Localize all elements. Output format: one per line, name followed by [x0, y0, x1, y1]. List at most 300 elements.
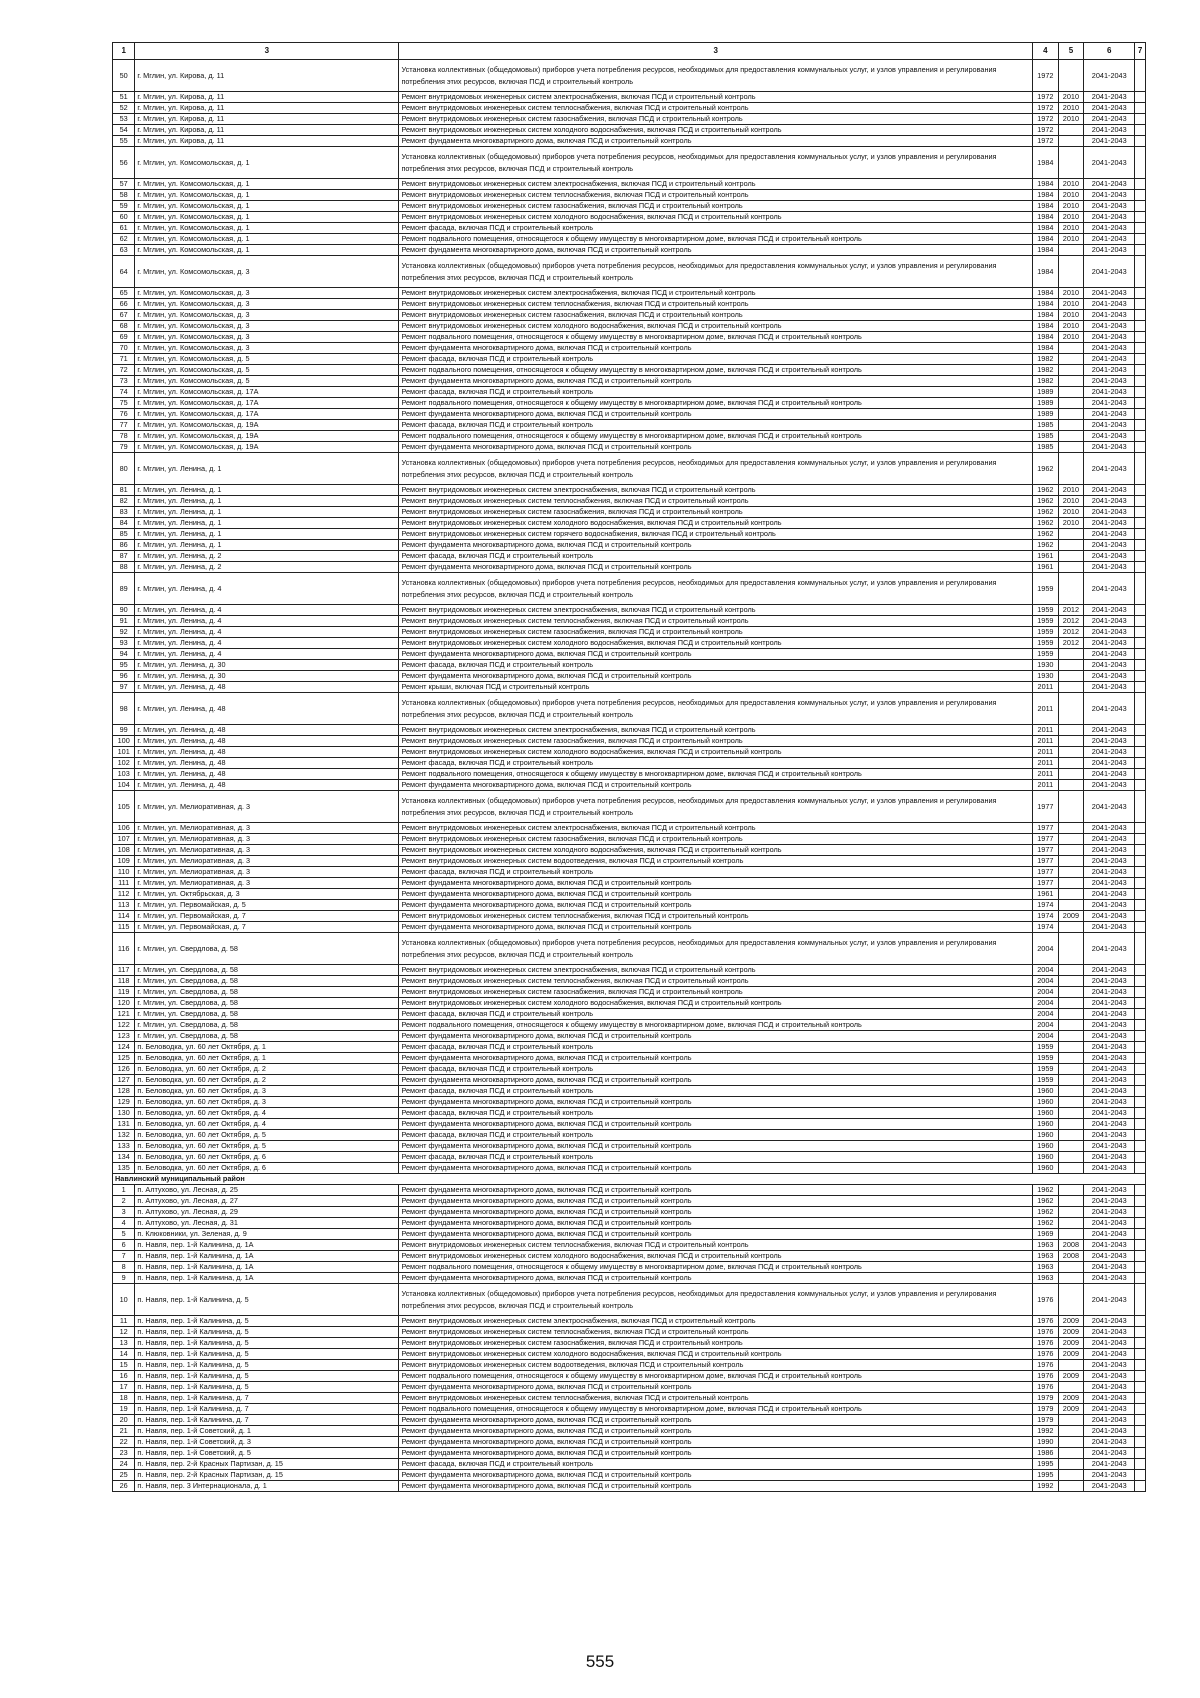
work-type-cell: Ремонт внутридомовых инженерных систем холодного водоснабжения, включая ПСД и строительный контроль	[399, 1349, 1033, 1360]
extra-cell	[1135, 398, 1146, 409]
table-row	[113, 791, 1146, 823]
address-cell: п. Беловодка, ул. 60 лет Октября, д. 3	[135, 1097, 399, 1108]
planned-period-cell: 2041-2043	[1084, 791, 1135, 823]
work-type-cell: Ремонт фасада, включая ПСД и строительный контроль	[399, 551, 1033, 562]
planned-period-cell: 2041-2043	[1084, 1470, 1135, 1481]
table-row	[113, 911, 1146, 922]
address-cell: п. Навля, пер. 1-й Калинина, д. 5	[135, 1371, 399, 1382]
last-repair-cell	[1058, 540, 1084, 551]
table-row	[113, 1426, 1146, 1437]
work-type-cell: Ремонт фасада, включая ПСД и строительный контроль	[399, 354, 1033, 365]
row-number: 12	[113, 1327, 135, 1338]
table-row	[113, 409, 1146, 420]
planned-period-cell: 2041-2043	[1084, 638, 1135, 649]
build-year-cell: 1977	[1033, 878, 1059, 889]
extra-cell	[1135, 485, 1146, 496]
build-year-cell: 1959	[1033, 638, 1059, 649]
address-cell: г. Мглин, ул. Комсомольская, д. 19А	[135, 420, 399, 431]
table-row	[113, 1382, 1146, 1393]
row-number: 114	[113, 911, 135, 922]
build-year-cell: 1976	[1033, 1382, 1059, 1393]
planned-period-cell: 2041-2043	[1084, 845, 1135, 856]
column-header-address: 3	[135, 43, 399, 60]
work-type-cell: Ремонт внутридомовых инженерных систем теплоснабжения, включая ПСД и строительный контроль	[399, 1240, 1033, 1251]
last-repair-cell	[1058, 1360, 1084, 1371]
table-row	[113, 321, 1146, 332]
extra-cell	[1135, 791, 1146, 823]
build-year-cell: 1960	[1033, 1152, 1059, 1163]
build-year-cell: 1962	[1033, 1207, 1059, 1218]
work-type-cell: Ремонт фундамента многоквартирного дома, включая ПСД и строительный контроль	[399, 1185, 1033, 1196]
build-year-cell: 2011	[1033, 780, 1059, 791]
planned-period-cell: 2041-2043	[1084, 889, 1135, 900]
address-cell: г. Мглин, ул. Ленина, д. 4	[135, 605, 399, 616]
last-repair-cell	[1058, 758, 1084, 769]
table-row	[113, 1185, 1146, 1196]
last-repair-cell	[1058, 1163, 1084, 1174]
build-year-cell: 1984	[1033, 321, 1059, 332]
extra-cell	[1135, 616, 1146, 627]
work-type-cell: Ремонт фундамента многоквартирного дома, включая ПСД и строительный контроль	[399, 343, 1033, 354]
last-repair-cell: 2010	[1058, 114, 1084, 125]
row-number: 134	[113, 1152, 135, 1163]
build-year-cell: 1984	[1033, 343, 1059, 354]
extra-cell	[1135, 518, 1146, 529]
extra-cell	[1135, 60, 1146, 92]
planned-period-cell: 2041-2043	[1084, 911, 1135, 922]
address-cell: п. Навля, пер. 1-й Советский, д. 3	[135, 1437, 399, 1448]
last-repair-cell	[1058, 1075, 1084, 1086]
table-row	[113, 562, 1146, 573]
address-cell: г. Мглин, ул. Ленина, д. 1	[135, 540, 399, 551]
address-cell: п. Беловодка, ул. 60 лет Октября, д. 2	[135, 1075, 399, 1086]
work-type-cell: Ремонт внутридомовых инженерных систем электроснабжения, включая ПСД и строительный контроль	[399, 1316, 1033, 1327]
last-repair-cell	[1058, 998, 1084, 1009]
address-cell: г. Мглин, ул. Мелиоративная, д. 3	[135, 878, 399, 889]
row-number: 127	[113, 1075, 135, 1086]
planned-period-cell: 2041-2043	[1084, 1229, 1135, 1240]
work-type-cell: Ремонт внутридомовых инженерных систем теплоснабжения, включая ПСД и строительный контроль	[399, 190, 1033, 201]
table-row	[113, 60, 1146, 92]
table-row	[113, 998, 1146, 1009]
planned-period-cell: 2041-2043	[1084, 1459, 1135, 1470]
work-type-cell: Ремонт фундамента многоквартирного дома, включая ПСД и строительный контроль	[399, 1141, 1033, 1152]
address-cell: п. Навля, пер. 2-й Красных Партизан, д. 15	[135, 1459, 399, 1470]
extra-cell	[1135, 420, 1146, 431]
last-repair-cell	[1058, 1262, 1084, 1273]
address-cell: г. Мглин, ул. Свердлова, д. 58	[135, 933, 399, 965]
row-number: 102	[113, 758, 135, 769]
planned-period-cell: 2041-2043	[1084, 736, 1135, 747]
row-number: 1	[113, 1185, 135, 1196]
table-row	[113, 856, 1146, 867]
row-number: 87	[113, 551, 135, 562]
row-number: 64	[113, 256, 135, 288]
build-year-cell: 2004	[1033, 1020, 1059, 1031]
extra-cell	[1135, 1185, 1146, 1196]
row-number: 65	[113, 288, 135, 299]
row-number: 70	[113, 343, 135, 354]
build-year-cell: 1963	[1033, 1273, 1059, 1284]
table-row	[113, 976, 1146, 987]
work-type-cell: Ремонт фундамента многоквартирного дома, включая ПСД и строительный контроль	[399, 1163, 1033, 1174]
extra-cell	[1135, 562, 1146, 573]
table-row	[113, 627, 1146, 638]
build-year-cell: 1984	[1033, 147, 1059, 179]
planned-period-cell: 2041-2043	[1084, 103, 1135, 114]
extra-cell	[1135, 540, 1146, 551]
row-number: 63	[113, 245, 135, 256]
row-number: 10	[113, 1284, 135, 1316]
build-year-cell: 1963	[1033, 1240, 1059, 1251]
table-row	[113, 682, 1146, 693]
table-row	[113, 529, 1146, 540]
last-repair-cell	[1058, 889, 1084, 900]
row-number: 20	[113, 1415, 135, 1426]
address-cell: п. Навля, пер. 1-й Калинина, д. 1А	[135, 1273, 399, 1284]
last-repair-cell: 2010	[1058, 223, 1084, 234]
extra-cell	[1135, 256, 1146, 288]
build-year-cell: 1976	[1033, 1349, 1059, 1360]
extra-cell	[1135, 856, 1146, 867]
row-number: 57	[113, 179, 135, 190]
row-number: 76	[113, 409, 135, 420]
row-number: 103	[113, 769, 135, 780]
address-cell: г. Мглин, ул. Комсомольская, д. 1	[135, 212, 399, 223]
address-cell: п. Навля, пер. 1-й Калинина, д. 5	[135, 1338, 399, 1349]
work-type-cell: Ремонт фундамента многоквартирного дома, включая ПСД и строительный контроль	[399, 1196, 1033, 1207]
table-row	[113, 933, 1146, 965]
build-year-cell: 2004	[1033, 1031, 1059, 1042]
extra-cell	[1135, 1207, 1146, 1218]
extra-cell	[1135, 1042, 1146, 1053]
table-row	[113, 834, 1146, 845]
build-year-cell: 1959	[1033, 616, 1059, 627]
work-type-cell: Ремонт фасада, включая ПСД и строительный контроль	[399, 867, 1033, 878]
last-repair-cell	[1058, 780, 1084, 791]
planned-period-cell: 2041-2043	[1084, 114, 1135, 125]
work-type-cell: Ремонт фундамента многоквартирного дома, включая ПСД и строительный контроль	[399, 1031, 1033, 1042]
table-row	[113, 147, 1146, 179]
planned-period-cell: 2041-2043	[1084, 627, 1135, 638]
planned-period-cell: 2041-2043	[1084, 387, 1135, 398]
extra-cell	[1135, 387, 1146, 398]
extra-cell	[1135, 321, 1146, 332]
address-cell: г. Мглин, ул. Комсомольская, д. 19А	[135, 442, 399, 453]
row-number: 130	[113, 1108, 135, 1119]
address-cell: г. Мглин, ул. Кирова, д. 11	[135, 136, 399, 147]
work-type-cell: Ремонт фундамента многоквартирного дома, включая ПСД и строительный контроль	[399, 136, 1033, 147]
last-repair-cell	[1058, 1196, 1084, 1207]
build-year-cell: 1972	[1033, 103, 1059, 114]
last-repair-cell: 2012	[1058, 605, 1084, 616]
row-number: 74	[113, 387, 135, 398]
address-cell: г. Мглин, ул. Свердлова, д. 58	[135, 1020, 399, 1031]
address-cell: г. Мглин, ул. Ленина, д. 48	[135, 780, 399, 791]
planned-period-cell: 2041-2043	[1084, 1448, 1135, 1459]
address-cell: г. Мглин, ул. Ленина, д. 48	[135, 769, 399, 780]
last-repair-cell	[1058, 1141, 1084, 1152]
extra-cell	[1135, 998, 1146, 1009]
planned-period-cell: 2041-2043	[1084, 900, 1135, 911]
planned-period-cell: 2041-2043	[1084, 1338, 1135, 1349]
planned-period-cell: 2041-2043	[1084, 922, 1135, 933]
build-year-cell: 1984	[1033, 245, 1059, 256]
row-number: 79	[113, 442, 135, 453]
address-cell: г. Мглин, ул. Ленина, д. 48	[135, 747, 399, 758]
address-cell: п. Навля, пер. 1-й Калинина, д. 5	[135, 1316, 399, 1327]
build-year-cell: 1976	[1033, 1371, 1059, 1382]
last-repair-cell	[1058, 1108, 1084, 1119]
row-number: 86	[113, 540, 135, 551]
last-repair-cell: 2010	[1058, 92, 1084, 103]
row-number: 128	[113, 1086, 135, 1097]
planned-period-cell: 2041-2043	[1084, 1097, 1135, 1108]
address-cell: г. Мглин, ул. Свердлова, д. 58	[135, 976, 399, 987]
table-row	[113, 431, 1146, 442]
row-number: 96	[113, 671, 135, 682]
table-row	[113, 1020, 1146, 1031]
planned-period-cell: 2041-2043	[1084, 1426, 1135, 1437]
address-cell: г. Мглин, ул. Ленина, д. 48	[135, 758, 399, 769]
last-repair-cell	[1058, 60, 1084, 92]
planned-period-cell: 2041-2043	[1084, 212, 1135, 223]
last-repair-cell	[1058, 878, 1084, 889]
build-year-cell: 1990	[1033, 1437, 1059, 1448]
address-cell: г. Мглин, ул. Комсомольская, д. 1	[135, 190, 399, 201]
work-type-cell: Ремонт фасада, включая ПСД и строительный контроль	[399, 1130, 1033, 1141]
planned-period-cell: 2041-2043	[1084, 1240, 1135, 1251]
last-repair-cell	[1058, 147, 1084, 179]
planned-period-cell: 2041-2043	[1084, 878, 1135, 889]
planned-period-cell: 2041-2043	[1084, 725, 1135, 736]
table-row	[113, 725, 1146, 736]
work-type-cell: Установка коллективных (общедомовых) приборов учета потребления ресурсов, необходимых для предоставления коммунальных услуг, и узлов управления и регулирования потребления этих ресурсов, включая ПСД и строительный контроль	[399, 256, 1033, 288]
extra-cell	[1135, 758, 1146, 769]
row-number: 123	[113, 1031, 135, 1042]
row-number: 98	[113, 693, 135, 725]
extra-cell	[1135, 125, 1146, 136]
build-year-cell: 1930	[1033, 660, 1059, 671]
table-row	[113, 551, 1146, 562]
last-repair-cell	[1058, 529, 1084, 540]
address-cell: п. Беловодка, ул. 60 лет Октября, д. 1	[135, 1042, 399, 1053]
build-year-cell: 1984	[1033, 288, 1059, 299]
extra-cell	[1135, 114, 1146, 125]
work-type-cell: Ремонт внутридомовых инженерных систем холодного водоснабжения, включая ПСД и строительный контроль	[399, 518, 1033, 529]
column-header-build-year: 4	[1033, 43, 1059, 60]
extra-cell	[1135, 605, 1146, 616]
address-cell: г. Мглин, ул. Комсомольская, д. 1	[135, 201, 399, 212]
build-year-cell: 1960	[1033, 1130, 1059, 1141]
row-number: 88	[113, 562, 135, 573]
table-row	[113, 507, 1146, 518]
extra-cell	[1135, 1196, 1146, 1207]
table-row	[113, 845, 1146, 856]
build-year-cell: 2011	[1033, 693, 1059, 725]
address-cell: г. Мглин, ул. Октябрьская, д. 3	[135, 889, 399, 900]
work-type-cell: Ремонт внутридомовых инженерных систем теплоснабжения, включая ПСД и строительный контроль	[399, 616, 1033, 627]
planned-period-cell: 2041-2043	[1084, 201, 1135, 212]
table-row	[113, 343, 1146, 354]
extra-cell	[1135, 747, 1146, 758]
work-type-cell: Ремонт внутридомовых инженерных систем теплоснабжения, включая ПСД и строительный контроль	[399, 911, 1033, 922]
extra-cell	[1135, 1152, 1146, 1163]
work-type-cell: Ремонт фасада, включая ПСД и строительный контроль	[399, 387, 1033, 398]
last-repair-cell	[1058, 671, 1084, 682]
last-repair-cell	[1058, 365, 1084, 376]
planned-period-cell: 2041-2043	[1084, 562, 1135, 573]
build-year-cell: 1984	[1033, 190, 1059, 201]
last-repair-cell	[1058, 1415, 1084, 1426]
page-number: 555	[585, 1652, 615, 1671]
last-repair-cell	[1058, 1448, 1084, 1459]
address-cell: г. Мглин, ул. Свердлова, д. 58	[135, 965, 399, 976]
table-row	[113, 1053, 1146, 1064]
last-repair-cell: 2010	[1058, 234, 1084, 245]
work-type-cell: Ремонт фундамента многоквартирного дома, включая ПСД и строительный контроль	[399, 245, 1033, 256]
build-year-cell: 1960	[1033, 1086, 1059, 1097]
planned-period-cell: 2041-2043	[1084, 1393, 1135, 1404]
planned-period-cell: 2041-2043	[1084, 1404, 1135, 1415]
row-number: 82	[113, 496, 135, 507]
extra-cell	[1135, 1086, 1146, 1097]
table-row	[113, 288, 1146, 299]
extra-cell	[1135, 1020, 1146, 1031]
last-repair-cell	[1058, 1031, 1084, 1042]
planned-period-cell: 2041-2043	[1084, 1316, 1135, 1327]
row-number: 9	[113, 1273, 135, 1284]
work-type-cell: Ремонт внутридомовых инженерных систем теплоснабжения, включая ПСД и строительный контроль	[399, 976, 1033, 987]
address-cell: г. Мглин, ул. Ленина, д. 1	[135, 496, 399, 507]
address-cell: г. Мглин, ул. Комсомольская, д. 3	[135, 288, 399, 299]
extra-cell	[1135, 288, 1146, 299]
extra-cell	[1135, 1053, 1146, 1064]
last-repair-cell	[1058, 1009, 1084, 1020]
last-repair-cell	[1058, 256, 1084, 288]
build-year-cell: 1982	[1033, 365, 1059, 376]
planned-period-cell: 2041-2043	[1084, 823, 1135, 834]
row-number: 7	[113, 1251, 135, 1262]
address-cell: п. Алтухово, ул. Лесная, д. 27	[135, 1196, 399, 1207]
planned-period-cell: 2041-2043	[1084, 1196, 1135, 1207]
last-repair-cell	[1058, 823, 1084, 834]
last-repair-cell	[1058, 1218, 1084, 1229]
extra-cell	[1135, 845, 1146, 856]
row-number: 83	[113, 507, 135, 518]
build-year-cell: 1989	[1033, 409, 1059, 420]
build-year-cell: 1930	[1033, 671, 1059, 682]
build-year-cell: 1982	[1033, 376, 1059, 387]
row-number: 92	[113, 627, 135, 638]
build-year-cell: 1982	[1033, 354, 1059, 365]
build-year-cell: 2004	[1033, 998, 1059, 1009]
build-year-cell: 1984	[1033, 201, 1059, 212]
work-type-cell: Ремонт фундамента многоквартирного дома, включая ПСД и строительный контроль	[399, 1426, 1033, 1437]
build-year-cell: 1962	[1033, 518, 1059, 529]
last-repair-cell	[1058, 1437, 1084, 1448]
planned-period-cell: 2041-2043	[1084, 1262, 1135, 1273]
last-repair-cell: 2012	[1058, 638, 1084, 649]
work-type-cell: Ремонт фасада, включая ПСД и строительный контроль	[399, 420, 1033, 431]
table-row	[113, 1262, 1146, 1273]
extra-cell	[1135, 660, 1146, 671]
work-type-cell: Ремонт внутридомовых инженерных систем теплоснабжения, включая ПСД и строительный контроль	[399, 496, 1033, 507]
address-cell: г. Мглин, ул. Ленина, д. 4	[135, 573, 399, 605]
address-cell: п. Навля, пер. 3 Интернационала, д. 1	[135, 1481, 399, 1492]
planned-period-cell: 2041-2043	[1084, 780, 1135, 791]
build-year-cell: 1992	[1033, 1426, 1059, 1437]
extra-cell	[1135, 965, 1146, 976]
work-type-cell: Ремонт внутридомовых инженерных систем горячего водоснабжения, включая ПСД и строительный контроль	[399, 529, 1033, 540]
build-year-cell: 1976	[1033, 1284, 1059, 1316]
table-row	[113, 485, 1146, 496]
work-type-cell: Ремонт внутридомовых инженерных систем электроснабжения, включая ПСД и строительный контроль	[399, 485, 1033, 496]
build-year-cell: 1960	[1033, 1141, 1059, 1152]
address-cell: п. Навля, пер. 1-й Калинина, д. 5	[135, 1349, 399, 1360]
last-repair-cell	[1058, 1053, 1084, 1064]
table-row	[113, 758, 1146, 769]
work-type-cell: Ремонт внутридомовых инженерных систем газоснабжения, включая ПСД и строительный контроль	[399, 507, 1033, 518]
build-year-cell: 2004	[1033, 965, 1059, 976]
planned-period-cell: 2041-2043	[1084, 1042, 1135, 1053]
row-number: 93	[113, 638, 135, 649]
planned-period-cell: 2041-2043	[1084, 496, 1135, 507]
work-type-cell: Ремонт внутридомовых инженерных систем газоснабжения, включая ПСД и строительный контроль	[399, 987, 1033, 998]
address-cell: г. Мглин, ул. Комсомольская, д. 3	[135, 299, 399, 310]
extra-cell	[1135, 976, 1146, 987]
extra-cell	[1135, 1229, 1146, 1240]
planned-period-cell: 2041-2043	[1084, 758, 1135, 769]
address-cell: г. Мглин, ул. Ленина, д. 30	[135, 671, 399, 682]
row-number: 77	[113, 420, 135, 431]
work-type-cell: Ремонт фундамента многоквартирного дома, включая ПСД и строительный контроль	[399, 1415, 1033, 1426]
row-number: 106	[113, 823, 135, 834]
table-row	[113, 605, 1146, 616]
address-cell: г. Мглин, ул. Комсомольская, д. 3	[135, 332, 399, 343]
build-year-cell: 2011	[1033, 769, 1059, 780]
planned-period-cell: 2041-2043	[1084, 179, 1135, 190]
last-repair-cell	[1058, 573, 1084, 605]
table-row	[113, 987, 1146, 998]
last-repair-cell	[1058, 453, 1084, 485]
row-number: 67	[113, 310, 135, 321]
address-cell: г. Мглин, ул. Ленина, д. 48	[135, 725, 399, 736]
extra-cell	[1135, 409, 1146, 420]
extra-cell	[1135, 823, 1146, 834]
extra-cell	[1135, 638, 1146, 649]
address-cell: г. Мглин, ул. Ленина, д. 4	[135, 638, 399, 649]
table-row	[113, 1141, 1146, 1152]
address-cell: п. Клюковники, ул. Зеленая, д. 9	[135, 1229, 399, 1240]
planned-period-cell: 2041-2043	[1084, 485, 1135, 496]
row-number: 131	[113, 1119, 135, 1130]
work-type-cell: Ремонт фундамента многоквартирного дома, включая ПСД и строительный контроль	[399, 1075, 1033, 1086]
last-repair-cell: 2010	[1058, 212, 1084, 223]
row-number: 25	[113, 1470, 135, 1481]
build-year-cell: 1974	[1033, 911, 1059, 922]
planned-period-cell: 2041-2043	[1084, 1218, 1135, 1229]
planned-period-cell: 2041-2043	[1084, 1108, 1135, 1119]
extra-cell	[1135, 1284, 1146, 1316]
build-year-cell: 1963	[1033, 1262, 1059, 1273]
address-cell: п. Беловодка, ул. 60 лет Октября, д. 3	[135, 1086, 399, 1097]
work-type-cell: Ремонт фундамента многоквартирного дома, включая ПСД и строительный контроль	[399, 922, 1033, 933]
work-type-cell: Ремонт подвального помещения, относящегося к общему имуществу в многоквартирном доме, включая ПСД и строительный контроль	[399, 1404, 1033, 1415]
work-type-cell: Установка коллективных (общедомовых) приборов учета потребления ресурсов, необходимых для предоставления коммунальных услуг, и узлов управления и регулирования потребления этих ресурсов, включая ПСД и строительный контроль	[399, 693, 1033, 725]
last-repair-cell: 2010	[1058, 179, 1084, 190]
table-row	[113, 1316, 1146, 1327]
